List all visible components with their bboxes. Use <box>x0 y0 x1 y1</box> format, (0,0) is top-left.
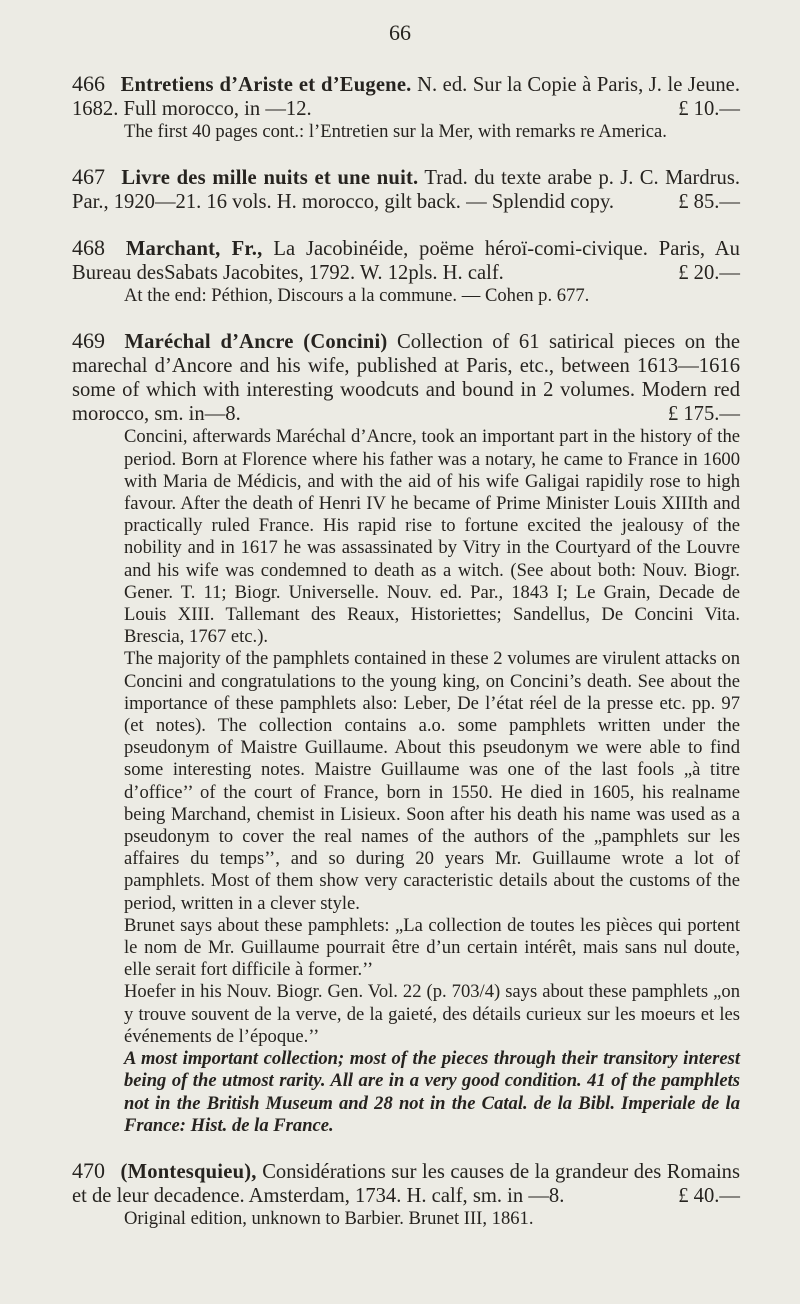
entry-description: N. ed. Sur la Copie à Paris, J. le Jeune. 1682. Full morocco, in —12. <box>72 74 740 120</box>
entry-title: Livre des mille nuits et une nuit. <box>121 167 419 190</box>
entry-heading <box>72 1159 740 1208</box>
entry-title: Maréchal d’Ancre (Concini) <box>124 331 388 354</box>
note-paragraph: The majority of the pamphlets contained in these 2 volumes are virulent attacks on Concini and congratulations to the young king, on Concini’s death. See about the importance of these pamphlets also: Leber, De l’état réel de la presse etc. pp. 97 (et notes). The collection contains a.o. some pamphlets written under the pseudonym of Maistre Guillaume. About this pseudonym we were able to find some interesting notes. Maistre Guillaume was one of the last fools „à titre d’office’’ of the court of France, born in 1550. He died in 1605, his realname being Marchand, chemist in Lisieux. Soon after his death his name was used as a pseudonym to cover the real names of the authors of the „pamphlets sur les affaires du temps’’, and so during 20 years Mr. Guillaume wrote a lot of pamphlets. Most of them show very caracteristic details about the customs of the period, written in a clever style. <box>124 648 740 914</box>
entry-note: Original edition, unknown to Barbier. Brunet III, 1861. <box>124 1207 534 1229</box>
entry-heading <box>72 72 740 121</box>
lot-number: 469 <box>72 328 105 354</box>
entry-price: £ 20.— <box>678 262 740 285</box>
entry-price: £ 10.— <box>678 98 740 120</box>
entry-note <box>124 426 740 1137</box>
entry-heading <box>72 165 740 214</box>
entry-heading <box>72 329 740 426</box>
lot-number: 466 <box>72 71 105 96</box>
entry-heading <box>72 236 740 285</box>
note-emphasis: A most important collection; most of the pieces through their transitory interest being of the utmost rarity. All are in a very good condition. 41 of the pamphlets not in the British Museum and 28 not in the Catal. de la Bibl. Imperiale de la France: Hist. de la France. <box>124 1048 740 1136</box>
entry-description: La Jacobinéide, poëme héroï-comi-civique. Paris, Au Bureau desSabats Jacobites, 1792. W. 12pls. H. calf. <box>72 238 740 285</box>
catalogue-entry <box>72 72 740 143</box>
note-paragraph: Concini, afterwards Maréchal d’Ancre, took an important part in the history of the period. Born at Florence where his father was a notary, he came to France in 1600 with Maria de Médicis, and with the aid of his wife Galigai rapidily rose to high favour. After the death of Henri IV he became of Prime Minister Louis XIIIth and practically ruled France. His rapid rise to fortune excited the jealousy of the nobility and in 1617 he was assassinated by Vitry in the Courtyard of the Louvre and his wife was condemned to death as a witch. (See about both: Nouv. Biogr. Gener. T. 11; Biogr. Universelle. Nouv. ed. Par., 1843 I; Le Grain, Decade de Louis XIII. Tallemant des Reaux, Historiettes; Sandellus, De Concini Vita. Brescia, 1767 etc.). <box>124 426 740 648</box>
catalogue-entry <box>72 236 740 307</box>
entry-note: The first 40 pages cont.: l’Entretien sur la Mer, with remarks re America. <box>124 121 667 142</box>
entry-description: Collection of 61 satirical pieces on the marechal d’Ancore and his wife, published at Paris, etc., between 1613—1616 some of which with interesting woodcuts and bound in 2 volumes. Modern red morocco, sm. in—8. <box>72 331 740 426</box>
entry-price: £ 40.— <box>678 1184 740 1207</box>
catalogue-entry <box>72 329 740 1137</box>
catalogue-entry <box>72 1159 740 1230</box>
entry-title: Entretiens d’Ariste et d’Eugene. <box>120 74 412 96</box>
entry-price: £ 175.— <box>667 403 740 426</box>
note-paragraph: Hoefer in his Nouv. Biogr. Gen. Vol. 22 (p. 703/4) says about these pamphlets „on y trouve souvent de la verve, de la gaieté, des détails curieux sur les moeurs et les événements de l’époque.’’ <box>124 981 740 1047</box>
entry-title: (Montesquieu), <box>120 1160 257 1183</box>
entry-description: Trad. du texte arabe p. J. C. Mardrus. Par., 1920—21. 16 vols. H. morocco, gilt back. — Splendid copy. <box>72 167 741 214</box>
lot-number: 468 <box>72 235 105 261</box>
entry-price: £ 85.— <box>678 191 740 214</box>
entry-title: Marchant, Fr., <box>125 238 263 261</box>
catalogue-entry <box>72 165 740 214</box>
lot-number: 470 <box>72 1157 105 1183</box>
catalogue-entries <box>72 72 740 1252</box>
entry-note: At the end: Péthion, Discours a la commune. — Cohen p. 677. <box>124 285 590 307</box>
lot-number: 467 <box>72 164 105 190</box>
page-number: 66 <box>389 20 411 45</box>
note-paragraph: Brunet says about these pamphlets: „La collection de toutes les pièces qui portent le nom de Mr. Guillaume pourrait être d’un certain intérêt, mais sans nul doute, elle serait fort difficile à former.’’ <box>124 914 740 981</box>
entry-description: Considérations sur les causes de la grandeur des Romains et de leur decadence. Amsterdam, 1734. H. calf, sm. in —8. <box>72 1160 740 1207</box>
